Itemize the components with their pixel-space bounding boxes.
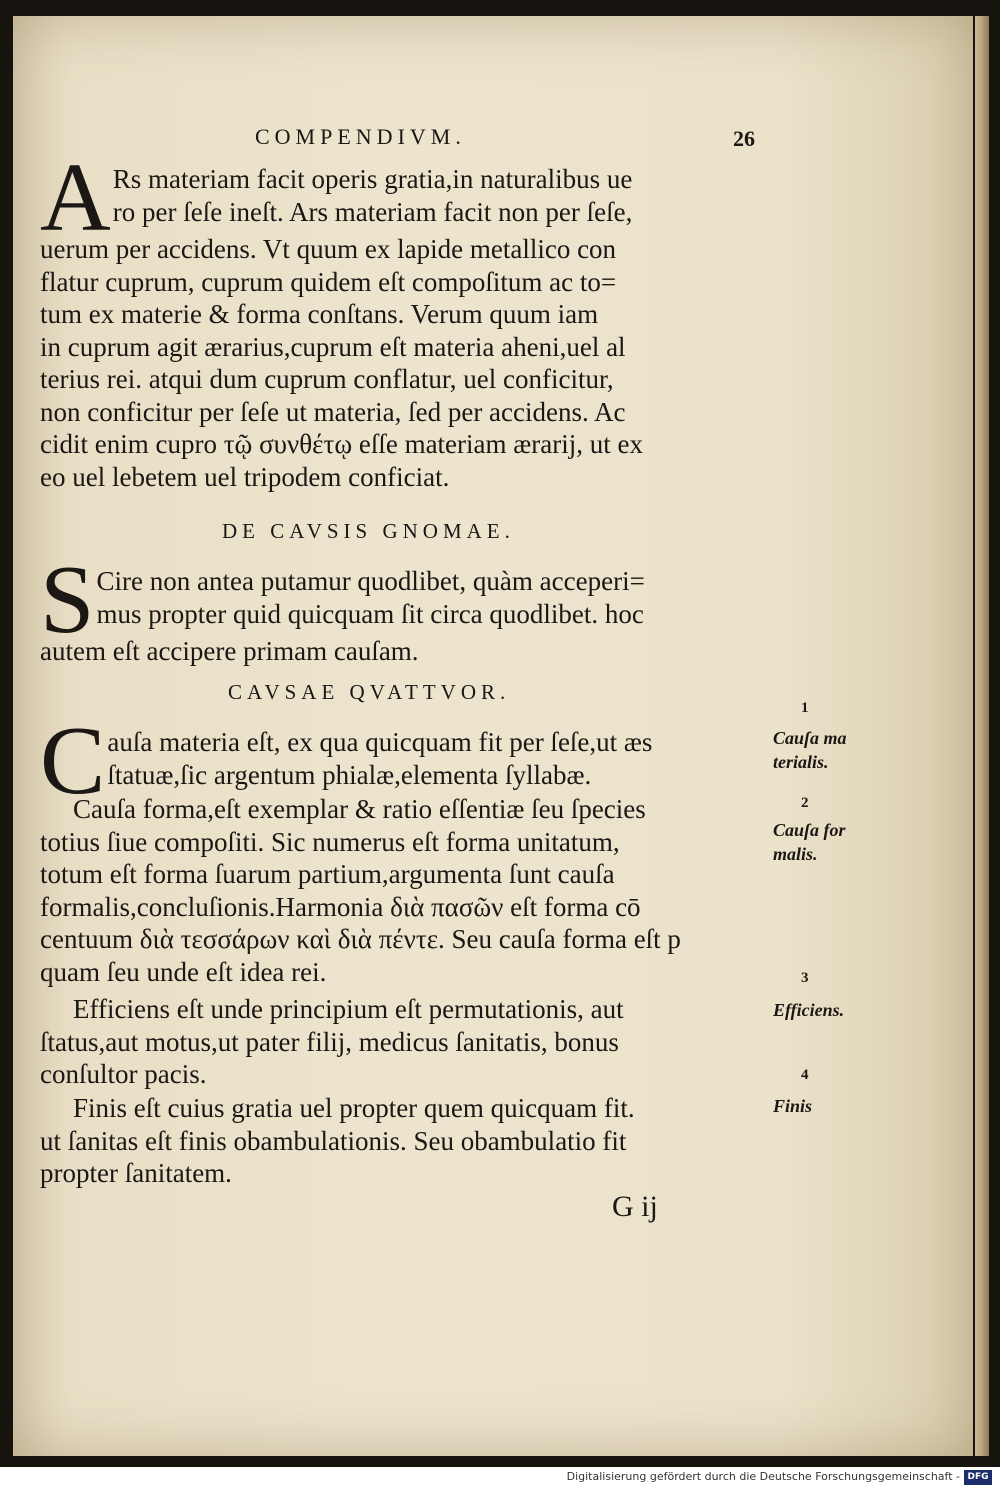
text-line: propter ſanitatem. — [40, 1158, 232, 1188]
text-line: Cauſa forma,eſt exemplar & ratio eſſentiæ ſeu ſpecies — [73, 794, 646, 824]
running-title: COMPENDIVM. — [255, 124, 466, 149]
margin-number-1: 1 — [801, 700, 809, 716]
text-line: conſultor pacis. — [40, 1059, 207, 1089]
margin-note-causa-formalis — [773, 818, 846, 866]
text-line: cidit enim cupro τῷ συνθέτῳ eſſe materiam ærarij, ut ex — [40, 429, 643, 459]
text-line: ut ſanitas eſt finis obambulationis. Seu obambulatio fit — [40, 1125, 627, 1156]
heading-de-causis: DE CAVSIS GNOMAE. — [222, 519, 515, 543]
dropcap-s: S — [40, 546, 95, 654]
margin-number-2: 2 — [801, 795, 809, 811]
text-line: Cire non antea putamur quodlibet, quàm acceperi= — [96, 566, 645, 596]
paragraph-finis — [40, 1092, 765, 1190]
margin-number-3: 3 — [801, 970, 809, 986]
dfg-logo-icon: DFG — [964, 1470, 992, 1485]
text-line: formalis,concluſionis.Harmonia διὰ πασῶν eſt forma cō — [40, 891, 641, 922]
text-line: tum ex materie & forma conſtans. Verum quum iam — [40, 299, 599, 329]
text-line: auſa materia eſt, ex qua quicquam fit per ſeſe,ut æs — [107, 727, 653, 757]
text-line: eo uel lebetem uel tripodem conficiat. — [40, 461, 450, 492]
dropcap-c: C — [40, 707, 106, 815]
text-line: flatur cuprum, cuprum quidem eſt compoſitum ac to= — [40, 266, 617, 297]
text-line: terius rei. atqui dum cuprum conflatur, uel conficitur, — [40, 364, 614, 394]
margin-note-line: malis. — [773, 844, 818, 864]
margin-note-efficiens — [773, 998, 844, 1022]
paragraph-scire — [40, 546, 765, 668]
text-line: autem eſt accipere primam cauſam. — [40, 636, 419, 666]
text-line: mus propter quid quicquam ſit circa quodlibet. hoc — [96, 598, 644, 629]
text-line: ſtatus,aut motus,ut pater filij, medicus ſanitatis, bonus — [40, 1026, 619, 1057]
margin-note-line: Finis — [773, 1096, 813, 1116]
margin-number-4: 4 — [801, 1067, 809, 1083]
text-line: ro per ſeſe ineſt. Ars materiam facit non per ſeſe, — [112, 196, 633, 227]
margin-note-causa-materialis — [773, 726, 847, 774]
text-line: Finis eſt cuius gratia uel propter quem quicquam fit. — [73, 1093, 635, 1123]
text-line: ſtatuæ,ſic argentum phialæ,elementa ſyllabæ. — [107, 759, 592, 790]
page-edge — [975, 16, 989, 1456]
footer-bar — [0, 1467, 1000, 1489]
margin-note-line: terialis. — [773, 752, 829, 772]
text-line: totius ſiue compoſiti. Sic numerus eſt forma unitatum, — [40, 826, 620, 857]
margin-note-line: Efficiens. — [773, 1000, 845, 1020]
page-number: 26 — [733, 126, 755, 151]
text-line: quam ſeu unde eſt idea rei. — [40, 956, 327, 987]
text-line: uerum per accidens. Vt quum ex lapide metallico con — [40, 234, 617, 264]
text-line: in cuprum agit ærarius,cuprum eſt materia aheni,uel al — [40, 331, 626, 362]
paragraph-causa-forma — [40, 793, 765, 988]
signature-mark: G ij — [612, 1190, 658, 1223]
paragraph-ars-materiam — [40, 144, 765, 493]
dropcap-a: A — [40, 144, 111, 252]
text-line: non conficitur per ſeſe ut materia, ſed per accidens. Ac — [40, 396, 626, 427]
heading-causae-quattuor: CAVSAE QVATTVOR. — [228, 680, 511, 704]
margin-note-line: Cauſa ma — [773, 728, 847, 748]
margin-note-finis — [773, 1094, 812, 1118]
text-line: centuum διὰ τεσσάρων καὶ διὰ πέντε. Seu cauſa forma eſt p — [40, 924, 681, 954]
text-line: Rs materiam facit operis gratia,in naturalibus ue — [112, 164, 633, 194]
text-line: Efficiens eſt unde principium eſt permutationis, aut — [73, 994, 624, 1024]
paragraph-efficiens — [40, 993, 765, 1091]
footer-credit: Digitalisierung gefördert durch die Deutsche Forschungsgemeinschaft - — [566, 1470, 960, 1483]
text-line: totum eſt forma ſuarum partium,argumenta ſunt cauſa — [40, 859, 615, 889]
margin-note-line: Cauſa for — [773, 820, 846, 840]
